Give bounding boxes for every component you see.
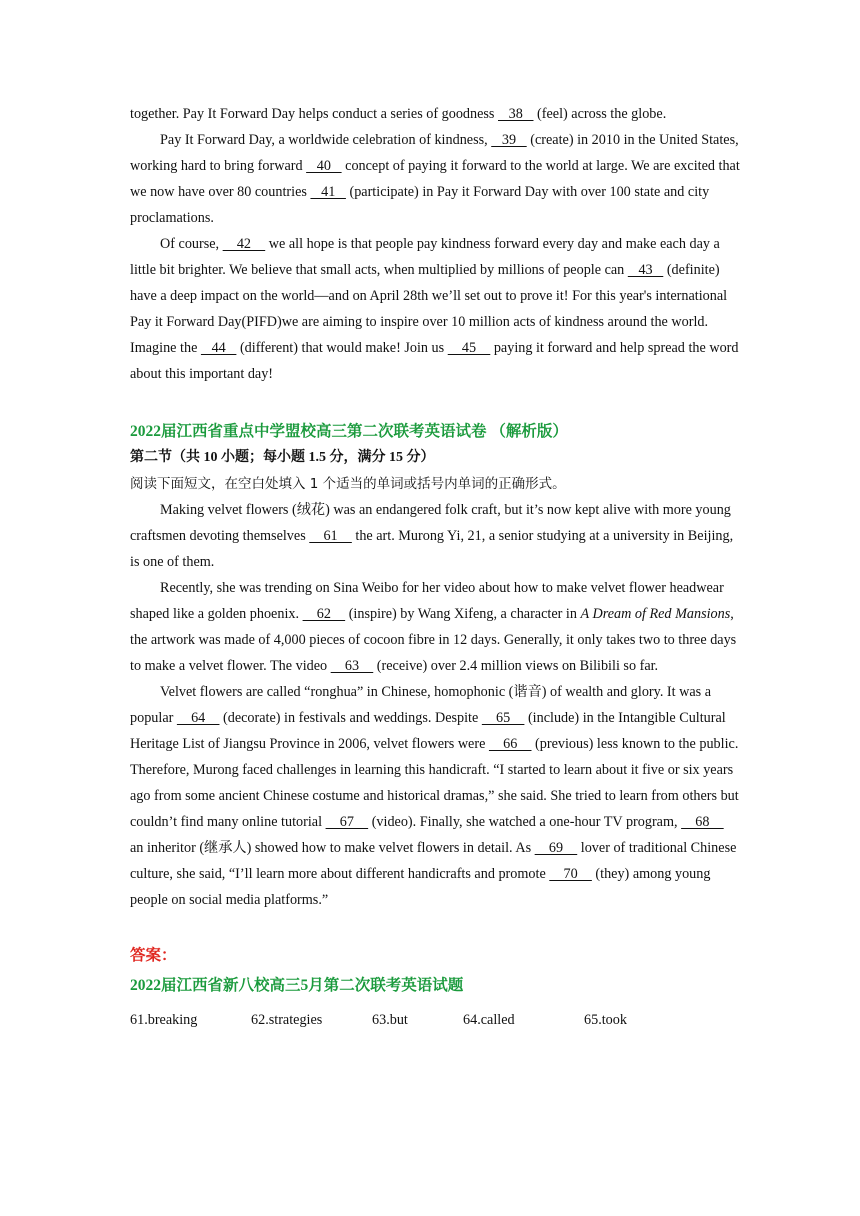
blank-62: 62 xyxy=(302,606,346,622)
section2-paragraph2 xyxy=(130,575,740,679)
text: the art. Murong Yi, 21, a senior studying at a university in Beijing, is one of them. xyxy=(130,528,734,570)
blank-39: 39 xyxy=(491,132,527,148)
text: (participate) in Pay it Forward Day with over 100 state and city proclamations. xyxy=(130,184,710,226)
passage1-line1 xyxy=(130,101,740,127)
text: (create) in 2010 in the United States, working hard to bring forward xyxy=(130,132,739,174)
text: together. Pay It Forward Day helps conduct a series of goodness xyxy=(130,106,499,122)
text: (different) that would make! Join us xyxy=(236,340,448,356)
blank-40: 40 xyxy=(306,158,342,174)
blank-45: 45 xyxy=(447,340,491,356)
text: (definite) have a deep impact on the world—and on April 28th we’ll set out to prove it! For this year's international Pay it Forward Day(PIFD)we are aiming to inspire over 10 million acts of kindness around the world. Imagine the xyxy=(130,262,728,356)
text: (decorate) in festivals and weddings. Despite xyxy=(219,710,482,726)
blank-66: 66 xyxy=(488,736,532,752)
blank-70: 70 xyxy=(549,866,592,882)
text: (video). Finally, she watched a one-hour TV program, xyxy=(368,814,682,830)
text: Pay It Forward Day, a worldwide celebration of kindness, xyxy=(160,132,492,148)
blank-44: 44 xyxy=(200,340,237,356)
blank-42: 42 xyxy=(222,236,266,252)
document-page xyxy=(130,101,740,1033)
text: Velvet flowers are called “ronghua” in Chinese, homophonic (谐音) of wealth and glory. It was a popular xyxy=(130,684,712,726)
text: (include) in the Intangible Cultural Heritage List of Jiangsu Province in 2006, velvet flowers were xyxy=(130,710,726,752)
blank-43: 43 xyxy=(627,262,664,278)
answer-list xyxy=(130,1007,740,1033)
answer-item: 64.called xyxy=(463,1012,515,1028)
text: , the artwork was made of 4,000 pieces of cocoon fibre in 12 days. Generally, it only takes two to three days to make a velvet flower. The video xyxy=(130,606,737,674)
blank-64: 64 xyxy=(176,710,220,726)
blank-68: 68 xyxy=(681,814,724,830)
section2-subtitle: 第二节（共 10 小题；每小题 1.5 分，满分 15 分） xyxy=(130,450,435,465)
blank-63: 63 xyxy=(330,658,374,674)
passage1-paragraph3 xyxy=(130,231,740,387)
text: paying it forward and help spread the word about this important day! xyxy=(130,340,739,382)
passage1-paragraph2 xyxy=(130,127,740,231)
text: an inheritor (继承人) showed how to make velvet flowers in detail. As xyxy=(130,840,535,856)
blank-67: 67 xyxy=(325,814,369,830)
text: Of course, xyxy=(160,236,223,252)
answer-title: 2022届江西省新八校高三5月第二次联考英语试题 xyxy=(130,977,464,994)
answer-item: 65.took xyxy=(584,1012,627,1028)
text: (receive) over 2.4 million views on Bilibili so far. xyxy=(373,658,659,674)
text: (previous) less known to the public. Therefore, Murong faced challenges in learning this handicraft. “I started to learn about it five or six years ago from some ancient Chinese costume and historical dramas,” she said. She tried to learn from others but couldn’t find many online tutorial xyxy=(130,736,739,830)
book-title: A Dream of Red Mansions xyxy=(580,606,731,622)
section2-paragraph3 xyxy=(130,679,740,913)
blank-65: 65 xyxy=(481,710,525,726)
text: lover of traditional Chinese culture, she said, “I’ll learn more about different handicrafts and promote xyxy=(130,840,737,882)
answer-item: 61.breaking xyxy=(130,1012,198,1028)
answer-item: 62.strategies xyxy=(251,1012,323,1028)
text: concept of paying it forward to the world at large. We are excited that we now have over 80 countries xyxy=(130,158,740,200)
text: Making velvet flowers (绒花) was an endangered folk craft, but it’s now kept alive with more young craftsmen devoting themselves xyxy=(130,502,731,544)
section2-instruction: 阅读下面短文，在空白处填入 1 个适当的单词或括号内单词的正确形式。 xyxy=(130,476,566,492)
blank-61: 61 xyxy=(309,528,352,544)
section2-title: 2022届江西省重点中学盟校高三第二次联考英语试卷 （解析版） xyxy=(130,423,568,440)
text: (inspire) by Wang Xifeng, a character in xyxy=(345,606,581,622)
blank-69: 69 xyxy=(534,840,578,856)
blank-38: 38 xyxy=(498,106,534,122)
text: Recently, she was trending on Sina Weibo for her video about how to make velvet flower headwear shaped like a golden phoenix. xyxy=(130,580,724,622)
answer-item: 63.but xyxy=(372,1012,408,1028)
text: (feel) across the globe. xyxy=(533,106,667,122)
blank-41: 41 xyxy=(310,184,346,200)
text: (they) among young people on social media platforms.” xyxy=(130,866,711,908)
answer-label: 答案： xyxy=(130,947,177,964)
section2-paragraph1 xyxy=(130,497,740,575)
text: we all hope is that people pay kindness forward every day and make each day a little bit brighter. We believe that small acts, when multiplied by millions of people can xyxy=(130,236,720,278)
